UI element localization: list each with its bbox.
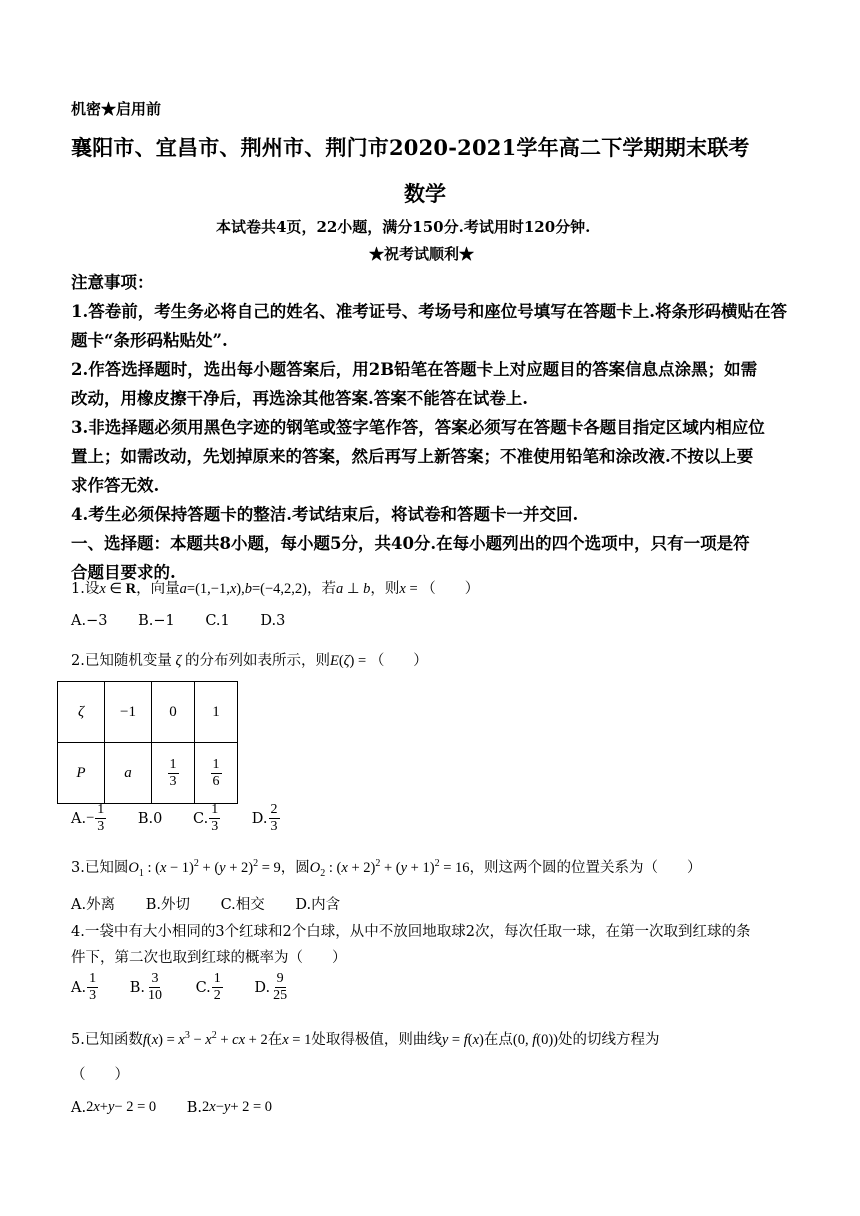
- exam-info: 本试卷共4页，22小题，满分150分.考试用时120分钟.: [216, 218, 591, 236]
- notice-line: 1.答卷前，考生务必将自己的姓名、准考证号、考场号和座位号填写在答题卡上.将条形码横贴在答: [71, 302, 787, 321]
- option-d: D. $\frac{9}{25}$: [254, 971, 288, 1003]
- notice-line: 3.非选择题必须用黑色字迹的钢笔或签字笔作答，答案必须写在答题卡各题目指定区域内相应位: [71, 418, 765, 437]
- table-cell: −1: [105, 682, 152, 743]
- question-1-options: [71, 613, 311, 629]
- option-c: C. $\frac{1}{3}$: [193, 802, 219, 834]
- table-cell: 1: [195, 682, 238, 743]
- question-3-stem: 3.已知圆$O_1$ : $(x - 1)^2 + (y + 2)^2 = 9$，圆$O_2$ : $(x + 2)^2 + (y + 1)^2 = 16$，则这两个圆的位置关系为（ ）: [71, 858, 702, 879]
- question-1-stem: 1.设x ∈ R，向量a=(1,−1,x),b=(−4,2,2)，若a ⊥ b，则x = （ ）: [71, 581, 480, 597]
- notice-line: 4.考生必须保持答题卡的整洁.考试结束后，将试卷和答题卡一并交回.: [71, 505, 579, 524]
- question-4-line2: 件下，第二次也取到红球的概率为（ ）: [71, 950, 347, 966]
- notice-heading: 注意事项：: [71, 273, 154, 292]
- option-c: C.相交: [220, 897, 265, 913]
- option-b: B.外切: [145, 897, 190, 913]
- question-3-options: [71, 893, 366, 914]
- wish-line: ★祝考试顺利★: [369, 245, 475, 263]
- question-2-stem: 2.已知随机变量 ζ 的分布列如表所示，则E(ζ) = （ ）: [71, 653, 428, 669]
- table-cell: 0: [152, 682, 195, 743]
- section-heading: 合题目要求的.: [71, 563, 176, 582]
- exam-title: 襄阳市、宜昌市、荆州市、荆门市2020-2021学年高二下学期期末联考: [71, 135, 750, 160]
- question-4-line1: 4.一袋中有大小相同的3个红球和2个白球，从中不放回地取球2次，每次任取一球，在第一次取到红球的条: [71, 924, 751, 940]
- notice-line: 题卡“条形码粘贴处”.: [71, 331, 228, 350]
- option-b: B. 2 x − y + 2 = 0: [186, 1099, 273, 1116]
- question-5-paren: （ ）: [71, 1067, 129, 1083]
- option-b: B.0: [137, 810, 163, 827]
- option-a: A. − $\frac{1}{3}$: [71, 802, 105, 834]
- notice-line: 求作答无效.: [71, 476, 160, 495]
- table-cell: ζ: [58, 682, 105, 743]
- option-a: A.外离: [71, 897, 116, 913]
- option-a: A. $\frac{1}{3}$: [71, 971, 97, 1003]
- option-a: A. 2 x + y − 2 = 0: [71, 1099, 157, 1116]
- table-cell: $\frac{1}{3}$: [152, 743, 195, 804]
- option-c: C.1: [205, 613, 230, 629]
- option-a: A.−3: [71, 613, 108, 629]
- notice-block: [71, 268, 787, 587]
- secret-label: 机密★启用前: [71, 100, 162, 118]
- notice-line: 2.作答选择题时，选出每小题答案后，用2B铅笔在答题卡上对应题目的答案信息点涂黑；如需: [71, 360, 758, 379]
- distribution-table: [57, 681, 238, 804]
- option-d: D.内含: [295, 897, 341, 913]
- table-cell: a: [105, 743, 152, 804]
- question-2-options: [71, 802, 307, 835]
- question-5-stem: 5.已知函数$f(x) = x^3 - x^2$ + cx + 2在x = 1处取得极值，则曲线y = f(x)在点(0, f(0))处的切线方程为: [71, 1030, 660, 1048]
- option-d: D.3: [260, 613, 286, 629]
- question-5-options: [71, 1099, 298, 1116]
- option-b: B.−1: [138, 613, 175, 629]
- option-c: C. $\frac{1}{2}$: [195, 971, 221, 1003]
- question-4-options: [71, 971, 316, 1004]
- notice-line: 改动，用橡皮擦干净后，再选涂其他答案.答案不能答在试卷上.: [71, 389, 528, 408]
- notice-line: 置上；如需改动，先划掉原来的答案，然后再写上新答案；不准使用铅笔和涂改液.不按以上要: [71, 447, 754, 466]
- option-b: B. $\frac{3}{10}$: [129, 971, 162, 1003]
- section-heading: 一、选择题：本题共8小题，每小题5分，共40分.在每小题列出的四个选项中，只有一项是符: [71, 534, 750, 553]
- option-d: D. $\frac{2}{3}$: [251, 802, 278, 834]
- table-cell: P: [58, 743, 105, 804]
- subject-title: 数学: [404, 181, 446, 206]
- table-cell: $\frac{1}{6}$: [195, 743, 238, 804]
